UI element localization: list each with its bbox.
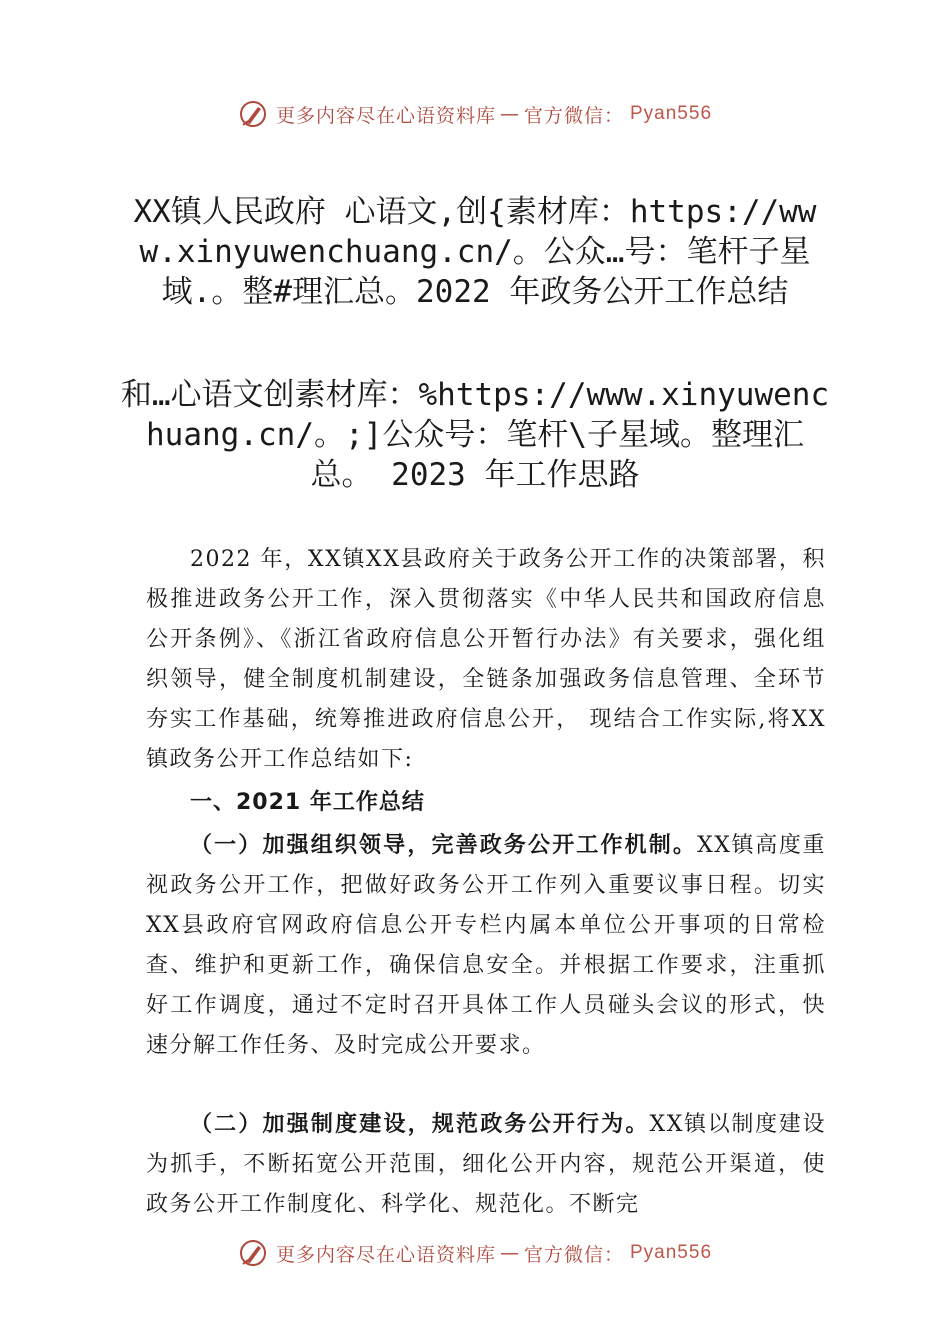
header-banner [0, 94, 950, 134]
banner-wechat-id: Pyan556 [630, 1242, 713, 1263]
footer-banner [0, 1233, 950, 1273]
section-2-paragraph [146, 1104, 826, 1225]
banner-text: 更多内容尽在心语资料库 [275, 1243, 496, 1266]
section-2-lead: （二）加强制度建设，规范政务公开行为。 [190, 1111, 650, 1137]
banner-text: 更多内容尽在心语资料库 [275, 104, 496, 127]
section-heading-1: 一、2021 年工作总结 [190, 790, 425, 815]
intro-paragraph [146, 540, 826, 780]
banner-separator: — [499, 1242, 520, 1264]
section-1-body: XX镇高度重视政务公开工作，把做好政务公开工作列入重要议事日程。切实XX县政府官网政府信息公开专栏内属本单位公开事项的日常检查、维护和更新工作，确保信息安全。并根据工作要求，注重抓好工作调度，通过不定时召开具体工作人员碰头会议的形式，快速分解工作任务、及时完成公开要求。 [146, 833, 826, 1058]
document-subtitle: 和…心语文创素材库：%https://www.xinyuwenchuang.cn/。;]公众号：笔杆\子星域。整理汇总。 2023 年工作思路 [120, 377, 830, 493]
section-1-paragraph [146, 825, 826, 1066]
intro-text: 2022 年，XX镇XX县政府关于政务公开工作的决策部署，积极推进政务公开工作，深入贯彻落实《中华人民共和国政府信息公开条例》、《浙江省政府信息公开暂行办法》有关要求，强化组织领导，健全制度机制建设，全链条加强政务信息管理、全环节夯实工作基础，统筹推进政府信息公开， 现结合工作实际,将XX镇政务公开工作总结如下: [146, 547, 826, 772]
quill-logo-icon [238, 1238, 268, 1268]
banner-wechat-id: Pyan556 [630, 103, 713, 124]
banner-wechat-label: 官方微信： [523, 104, 624, 127]
banner-separator: — [499, 103, 520, 125]
section-1-lead: （一）加强组织领导，完善政务公开工作机制。 [190, 832, 698, 858]
section-2-body: XX镇以制度建设为抓手，不断拓宽公开范围，细化公开内容，规范公开渠道，使政务公开工作制度化、科学化、规范化。不断完 [146, 1112, 826, 1217]
quill-logo-icon [238, 99, 268, 129]
document-title: XX镇人民政府 心语文,创{素材库：https://www.xinyuwenchuang.cn/。公众…号：笔杆子星域.。整#理汇总。2022 年政务公开工作总结 [133, 194, 817, 310]
banner-wechat-label: 官方微信： [523, 1243, 624, 1266]
